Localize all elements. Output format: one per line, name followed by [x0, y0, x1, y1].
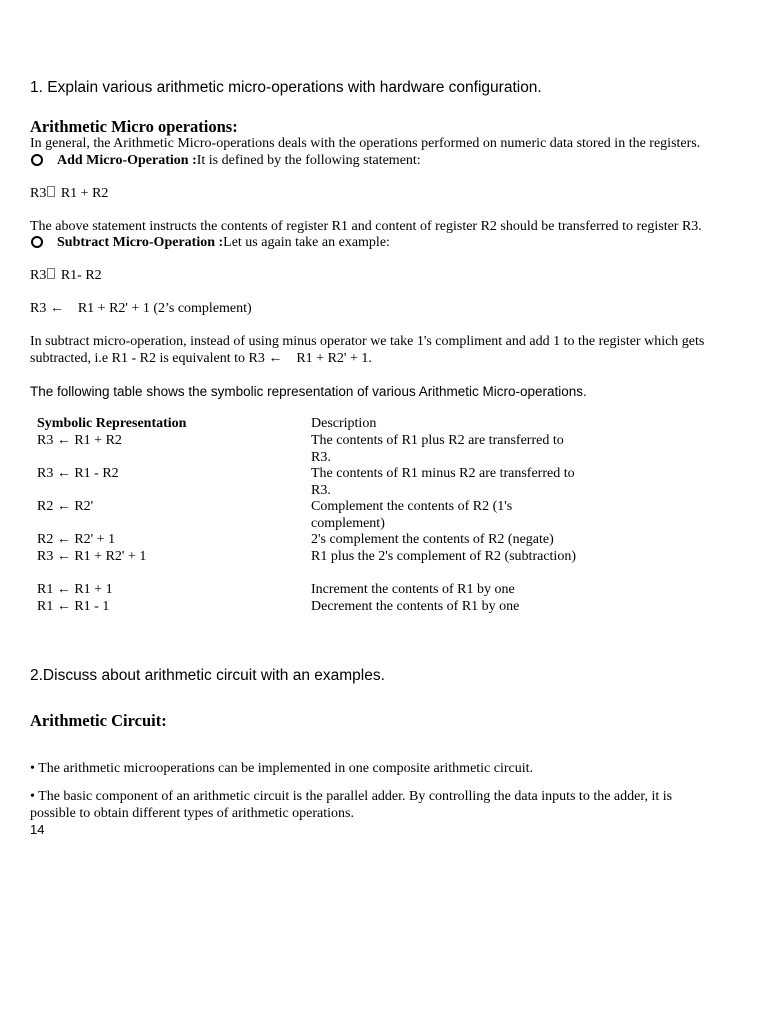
sub-statement — [30, 268, 102, 284]
header-description: Description — [311, 416, 377, 431]
cell-description: Decrement the contents of R1 by one — [311, 599, 520, 614]
intro-paragraph: In general, the Arithmetic Micro-operations deals with the operations performed on numeric data stored in the registers. — [30, 136, 701, 151]
cell-description: The contents of R1 plus R2 are transferred to R3. — [311, 433, 564, 465]
add-stmt-lhs: R3 — [30, 186, 47, 201]
add-micro-operation-item — [31, 153, 421, 169]
sub-text: Let us again take an example: — [223, 235, 390, 250]
cell-description: Increment the contents of R1 by one — [311, 582, 515, 597]
heading-arithmetic-circuit: Arithmetic Circuit: — [30, 711, 167, 730]
table-row — [37, 433, 597, 466]
circle-bullet-icon — [31, 154, 43, 166]
missing-glyph-icon — [47, 268, 55, 279]
table-row — [37, 532, 597, 549]
circuit-paragraph-1: • The arithmetic microoperations can be implemented in one composite arithmetic circuit. — [30, 761, 534, 776]
cell-symbol: R1 ← R1 + 1 — [37, 582, 113, 597]
symbolic-table — [37, 416, 597, 616]
sub-label: Subtract Micro-Operation : — [57, 235, 224, 250]
sub-stmt-lhs: R3 — [30, 268, 47, 283]
add-label: Add Micro-Operation : — [57, 153, 197, 168]
header-symbolic: Symbolic Representation — [37, 416, 187, 431]
table-row — [37, 599, 597, 616]
cell-symbol: R2 ← R2' — [37, 499, 94, 514]
question-2: 2.Discuss about arithmetic circuit with an examples. — [30, 667, 385, 684]
cell-symbol: R1 ← R1 - 1 — [37, 599, 110, 614]
table-row — [37, 466, 597, 499]
cell-description: The contents of R1 minus R2 are transferred to R3. — [311, 466, 575, 498]
table-header-row — [37, 416, 597, 433]
add-statement — [30, 186, 108, 202]
table-row — [37, 582, 597, 599]
add-explanation: The above statement instructs the contents of register R1 and content of register R2 should be transferred to register R3. — [30, 219, 702, 234]
cell-symbol: R2 ← R2' + 1 — [37, 532, 116, 547]
cell-symbol: R3 ← R1 - R2 — [37, 466, 119, 481]
sub-stmt-rhs: R1- R2 — [57, 268, 102, 283]
table-row — [37, 549, 597, 582]
add-stmt-rhs: R1 + R2 — [57, 186, 109, 201]
cell-symbol: R3 ← R1 + R2 — [37, 433, 122, 448]
cell-description: R1 plus the 2's complement of R2 (subtraction) — [311, 549, 576, 564]
table-intro: The following table shows the symbolic representation of various Arithmetic Micro-operations. — [30, 384, 587, 399]
sub-paragraph-line-2: subtracted, i.e R1 - R2 is equivalent to R3 ← R1 + R2' + 1. — [30, 351, 372, 366]
sub-paragraph-line-1: In subtract micro-operation, instead of using minus operator we take 1's compliment and add 1 to the register which gets — [30, 334, 705, 349]
circuit-paragraph-2-line-2: possible to obtain different types of arithmetic operations. — [30, 806, 354, 821]
cell-symbol: R3 ← R1 + R2' + 1 — [37, 549, 147, 564]
subtract-micro-operation-item — [31, 235, 390, 251]
circle-bullet-icon — [31, 236, 43, 248]
circuit-paragraph-2-line-1: • The basic component of an arithmetic circuit is the parallel adder. By controlling the data inputs to the adder, it is — [30, 789, 673, 804]
cell-description: Complement the contents of R2 (1's complement) — [311, 499, 513, 531]
cell-description: 2's complement the contents of R2 (negate) — [311, 532, 554, 547]
heading-arithmetic-micro-operations: Arithmetic Micro operations: — [30, 117, 238, 136]
question-1: 1. Explain various arithmetic micro-operations with hardware configuration. — [30, 79, 542, 96]
add-text: It is defined by the following statement: — [196, 153, 421, 168]
sub-statement-2: R3 ← R1 + R2' + 1 (2’s complement) — [30, 301, 252, 316]
table-row — [37, 499, 597, 532]
missing-glyph-icon — [47, 186, 55, 197]
page-number: 14 — [30, 822, 45, 837]
